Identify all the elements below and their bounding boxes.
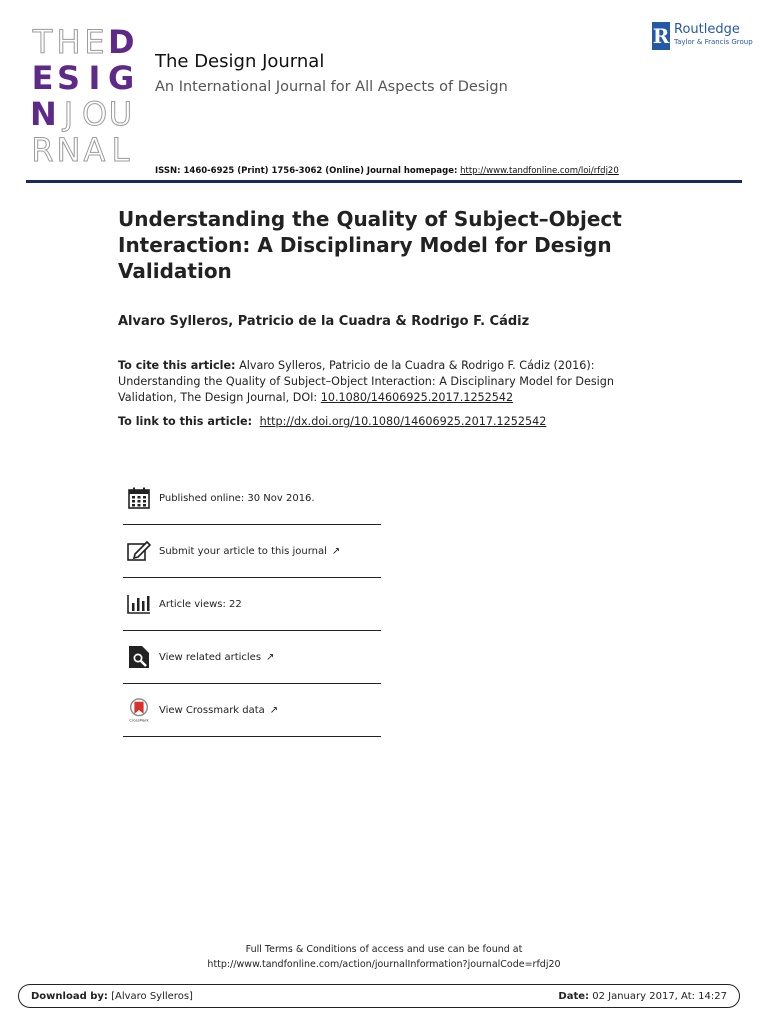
logo-letter: R [31,131,55,169]
terms-line-1: Full Terms & Conditions of access and use can be found at [245,944,523,955]
logo-row [30,60,142,96]
publisher-group: Taylor & Francis Group [674,38,753,46]
external-link-icon: ↗ [269,704,279,716]
crossmark-icon [127,698,151,722]
published-date: Published online: 30 Nov 2016. [159,492,315,504]
logo-letter: U [108,95,134,133]
header-divider [26,180,742,183]
journal-subtitle: An International Journal for All Aspects of Design [155,79,508,95]
logo-letter: L [111,131,131,169]
download-footer [18,984,740,1008]
logo-letter: S [56,59,82,97]
download-info [31,991,193,1002]
article-title: Understanding the Quality of Subject–Object Interaction: A Disciplinary Model for Design Validation [118,207,622,283]
publisher-name: Routledge [674,22,740,37]
crossmark-row[interactable] [123,684,381,737]
article-views: Article views: 22 [159,598,242,610]
bar-chart-icon [127,592,151,616]
journal-logo [30,24,142,168]
terms-url[interactable]: http://www.tandfonline.com/action/journalInformation?journalCode=rfdj20 [207,959,561,970]
issn-label: ISSN: 1460-6925 (Print) 1756-3062 (Online) Journal homepage: [155,166,458,176]
article-authors: Alvaro Sylleros, Patricio de la Cuadra & Rodrigo F. Cádiz [118,314,530,329]
views-row [123,578,381,631]
date-label: Date: [558,990,590,1002]
related-articles-link[interactable]: View related articles [159,651,262,663]
logo-letter: N [56,131,82,169]
journal-title: The Design Journal [155,51,325,72]
article-info-box [123,472,381,737]
article-link [118,415,546,428]
logo-row [30,96,142,132]
logo-row [30,132,142,168]
terms-of-use [0,942,768,972]
publisher-logo[interactable] [652,22,753,50]
submit-row[interactable] [123,525,381,578]
download-label: Download by: [31,990,108,1002]
download-date: 02 January 2017, At: 14:27 [592,990,727,1002]
issn-line [155,166,619,176]
download-user: [Alvaro Sylleros] [111,990,193,1002]
external-link-icon: ↗ [331,545,341,557]
edit-icon [127,539,151,563]
citation [118,358,648,406]
logo-row [30,24,142,60]
logo-letter: J [63,95,75,133]
search-document-icon [127,645,151,669]
logo-letter: E [31,59,55,97]
logo-letter: G [108,59,136,97]
logo-letter: N [30,95,58,133]
logo-letter: H [56,23,82,61]
logo-letter: E [84,23,106,61]
logo-letter: D [108,23,136,61]
article-link-label: To link to this article: [118,415,253,428]
citation-label: To cite this article: [118,359,236,372]
crossmark-icon-label: CrossMark [129,718,149,723]
citation-doi-link[interactable]: 10.1080/14606925.2017.1252542 [320,391,514,404]
submit-article-link[interactable]: Submit your article to this journal [159,545,327,557]
routledge-r-icon: R [652,24,670,48]
crossmark-link[interactable]: View Crossmark data [159,704,265,716]
citation-text: Alvaro Sylleros, Patricio de la Cuadra & Rodrigo F. Cádiz (2016): Understanding the Quality of Subject–Object Interaction: A Disciplinary Model for Design Validation, The Design Journal, DOI: [118,359,614,404]
logo-letter: T [32,23,54,61]
logo-letter: I [88,59,102,97]
logo-letter: O [82,95,109,133]
external-link-icon: ↗ [266,651,275,663]
calendar-icon [127,486,151,510]
journal-homepage-link[interactable]: http://www.tandfonline.com/loi/rfdj20 [460,166,619,176]
download-date-info [558,991,727,1002]
article-doi-url[interactable]: http://dx.doi.org/10.1080/14606925.2017.1252542 [259,415,547,428]
logo-letter: A [83,131,107,169]
related-row[interactable] [123,631,381,684]
published-row [123,472,381,525]
